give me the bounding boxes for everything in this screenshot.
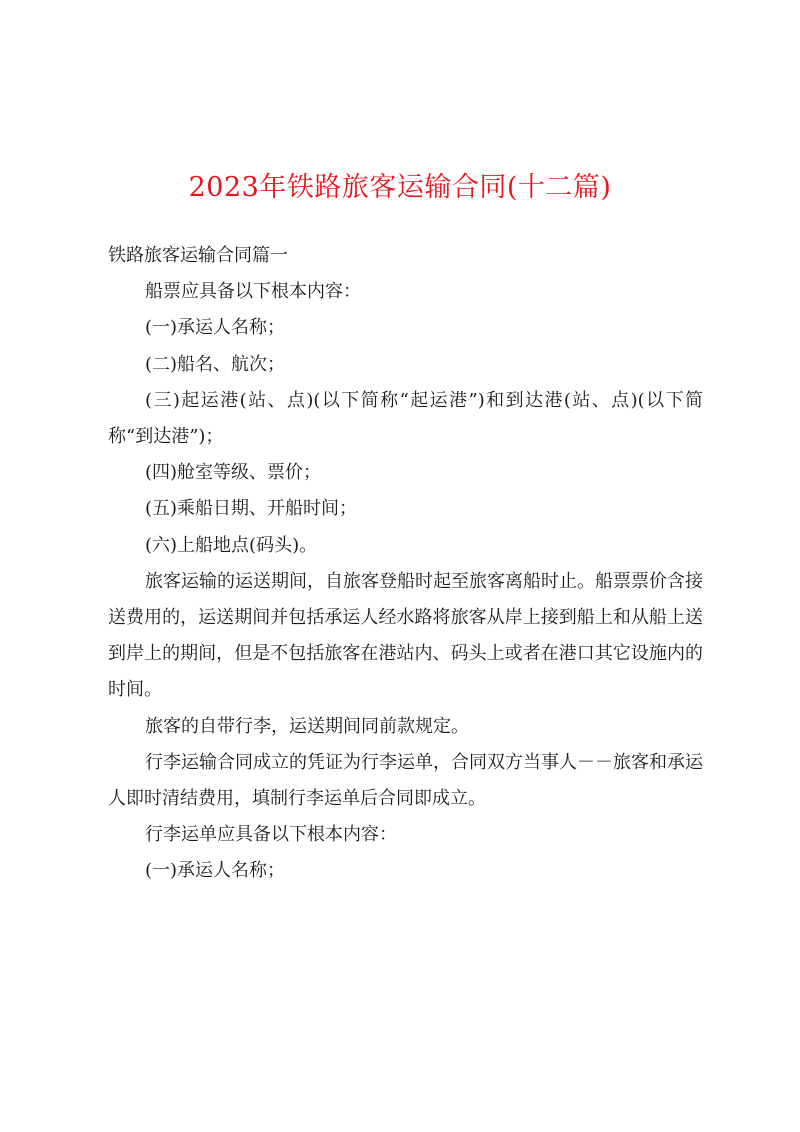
document-body	[108, 238, 703, 890]
list-item: (一)承运人名称；	[145, 860, 286, 882]
paragraph: 船票应具备以下根本内容：	[145, 281, 361, 303]
list-item: (三)起运港(站、点)(以下简称“起运港”)和到达港(站、点)(以下简称“到达港”)；	[108, 389, 703, 448]
paragraph: 行李运输合同成立的凭证为行李运单，合同双方当事人－－旅客和承运人即时清结费用，填制行李运单后合同即成立。	[108, 751, 703, 810]
list-item: (六)上船地点(码头)。	[145, 534, 318, 556]
list-item: (一)承运人名称；	[145, 317, 286, 339]
list-item: (二)船名、航次；	[145, 353, 286, 375]
paragraph: 旅客运输的运送期间，自旅客登船时起至旅客离船时止。船票票价含接送费用的，运送期间并包括承运人经水路将旅客从岸上接到船上和从船上送到岸上的期间，但是不包括旅客在港站内、码头上或者在港口其它设施内的时间。	[108, 570, 703, 701]
paragraph: 旅客的自带行李，运送期间同前款规定。	[145, 715, 469, 737]
section-heading: 铁路旅客运输合同篇一	[108, 245, 288, 266]
list-item: (五)乘船日期、开船时间；	[145, 498, 358, 520]
paragraph: 行李运单应具备以下根本内容：	[145, 824, 397, 846]
document-title: 2023年铁路旅客运输合同(十二篇)	[188, 172, 612, 203]
list-item: (四)舱室等级、票价；	[145, 462, 322, 484]
